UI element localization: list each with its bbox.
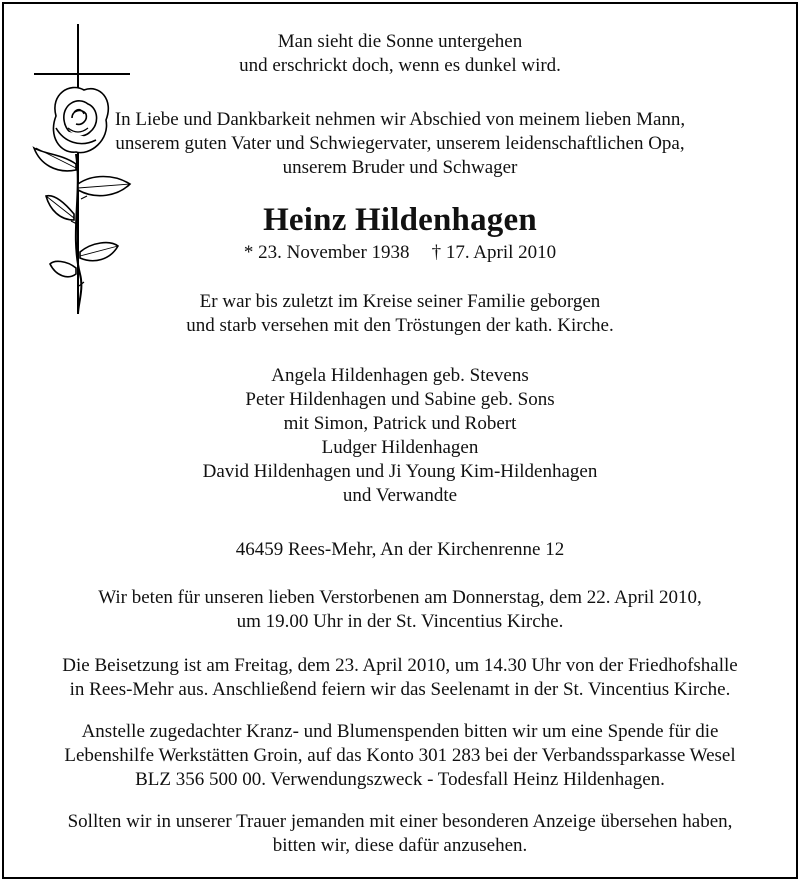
burial-line: in Rees-Mehr aus. Anschließend feiern wir das Seelenamt in der St. Vincentius Kirche.: [69, 679, 731, 700]
mourner: Peter Hildenhagen und Sabine geb. Sons: [245, 389, 555, 410]
mourner: David Hildenhagen und Ji Young Kim-Hildenhagen: [202, 461, 598, 482]
intro-line: unserem Bruder und Schwager: [282, 157, 518, 178]
mourner: und Verwandte: [342, 485, 458, 506]
statement-line: und starb versehen mit den Tröstungen der kath. Kirche.: [186, 315, 614, 336]
life-dates: [4, 241, 796, 265]
motto-line: und erschrickt doch, wenn es dunkel wird.: [239, 55, 561, 76]
donation-notice: [4, 720, 796, 792]
mourner: Angela Hildenhagen geb. Stevens: [271, 365, 529, 386]
closing-line: Sollten wir in unserer Trauer jemanden mit einer besonderen Anzeige übersehen haben,: [67, 811, 733, 832]
intro-line: In Liebe und Dankbarkeit nehmen wir Abschied von meinem lieben Mann,: [114, 109, 686, 130]
deceased-name: Heinz Hildenhagen: [263, 202, 537, 238]
prayer-notice: [4, 586, 796, 634]
birth-date: * 23. November 1938: [243, 242, 410, 263]
donation-line: BLZ 356 500 00. Verwendungszweck - Todesfall Heinz Hildenhagen.: [135, 769, 665, 790]
motto: [4, 30, 796, 78]
mourner: Ludger Hildenhagen: [321, 437, 479, 458]
donation-line: Anstelle zugedachter Kranz- und Blumenspenden bitten wir um eine Spende für die: [81, 721, 719, 742]
prayer-line: Wir beten für unseren lieben Verstorbenen am Donnerstag, dem 22. April 2010,: [98, 587, 702, 608]
intro-line: unserem guten Vater und Schwiegervater, unserem leidenschaftlichen Opa,: [115, 133, 685, 154]
farewell-intro: [4, 108, 796, 180]
closing-note: [4, 810, 796, 858]
obituary-notice: [2, 2, 798, 879]
death-date: † 17. April 2010: [431, 242, 557, 263]
statement: [4, 290, 796, 338]
statement-line: Er war bis zuletzt im Kreise seiner Familie geborgen: [199, 291, 601, 312]
burial-line: Die Beisetzung ist am Freitag, dem 23. April 2010, um 14.30 Uhr von der Friedhofshalle: [62, 655, 738, 676]
donation-line: Lebenshilfe Werkstätten Groin, auf das Konto 301 283 bei der Verbandssparkasse Wesel: [64, 745, 736, 766]
burial-notice: [4, 654, 796, 702]
motto-line: Man sieht die Sonne untergehen: [277, 31, 523, 52]
address: 46459 Rees-Mehr, An der Kirchenrenne 12: [235, 539, 565, 560]
closing-line: bitten wir, diese dafür anzusehen.: [272, 835, 528, 856]
prayer-line: um 19.00 Uhr in der St. Vincentius Kirche.: [236, 611, 564, 632]
mourners-list: [4, 364, 796, 508]
mourner: mit Simon, Patrick und Robert: [283, 413, 517, 434]
